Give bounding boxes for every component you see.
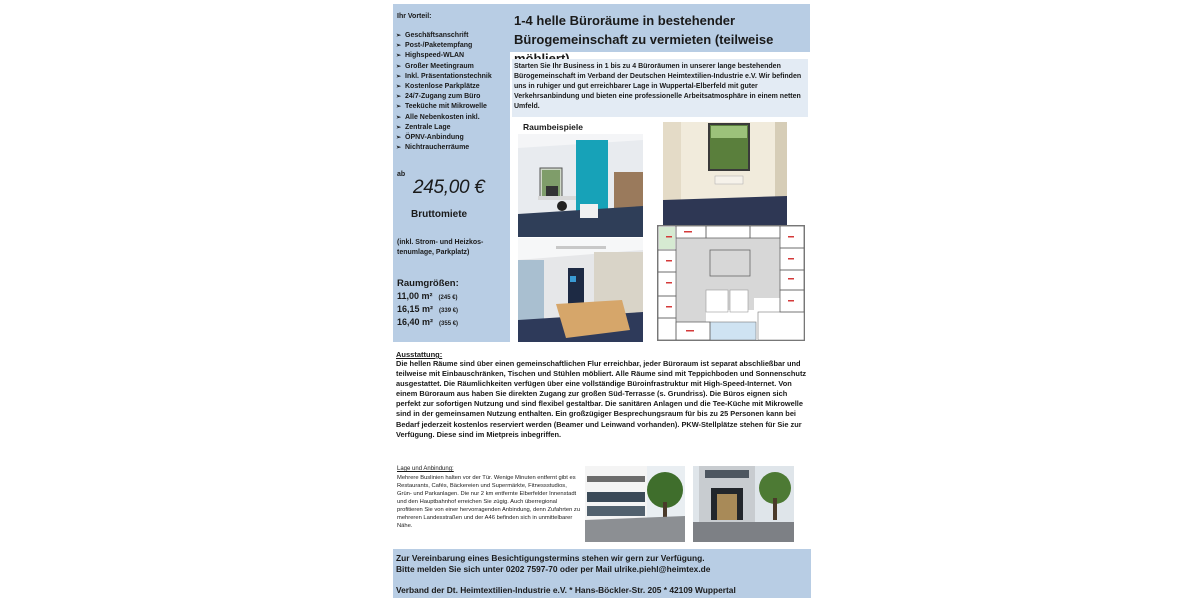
building-photo-1 — [585, 466, 685, 542]
bullet-arrow-icon: ➢ — [396, 94, 402, 101]
bullet-arrow-icon: ➢ — [396, 53, 402, 60]
room-size-row — [397, 304, 458, 317]
benefits-sidebar — [393, 4, 510, 342]
footer-address: Verband der Dt. Heimtextilien-Industrie e.V. * Hans-Böckler-Str. 205 * 42109 Wuppertal — [396, 585, 736, 595]
benefit-item — [396, 133, 492, 143]
bullet-arrow-icon: ➢ — [396, 145, 402, 152]
benefit-item — [396, 31, 492, 41]
intro-box — [512, 59, 808, 117]
intro-text: Starten Sie Ihr Business in 1 bis zu 4 Büroräumen in unserer lange bestehenden Bürogemeinschaft im Verband der Deutschen Heimtextilien-Industrie e.V. Wir befinden uns in ruhiger und gut erreichbarer Lage in Wuppertal-Elberfeld mit guter Verkehrsanbindung und bieten eine professionelle Arbeitsatmosphäre in einem netten Umfeld. — [514, 63, 802, 110]
price-value: 245,00 € — [413, 177, 485, 198]
benefit-label: Großer Meetingraum — [405, 62, 474, 70]
bullet-arrow-icon: ➢ — [396, 114, 402, 121]
benefit-item — [396, 51, 492, 61]
benefit-label: Alle Nebenkosten inkl. — [405, 113, 480, 121]
benefit-label: Geschäftsanschrift — [405, 32, 469, 39]
benefit-label: 24/7-Zugang zum Büro — [405, 93, 481, 101]
price-note: (inkl. Strom- und Heizkos-tenumlage, Parkplatz) — [397, 239, 484, 256]
benefit-item — [396, 41, 492, 51]
benefit-label: Inkl. Präsentationstechnik — [405, 72, 492, 80]
benefit-label: Post-/Paketempfang — [405, 42, 473, 50]
benefit-label: Teeküche mit Mikrowelle — [405, 103, 487, 111]
footer-appointment: Zur Vereinbarung eines Besichtigungstermins stehen wir gern zur Verfügung. — [396, 553, 705, 563]
room-size-row — [397, 317, 458, 330]
footer-contact[interactable]: Bitte melden Sie sich unter 0202 7597-70 oder per Mail ulrike.piehl@heimtex.de — [396, 564, 711, 574]
price-prefix: ab — [397, 171, 406, 178]
room-size-area: 16,15 m² — [397, 304, 434, 314]
benefit-label: ÖPNV-Anbindung — [405, 134, 464, 142]
benefit-item — [396, 62, 492, 72]
headline: 1-4 helle Büroräume in bestehender Bürogemeinschaft zu vermieten (teilweise — [514, 13, 774, 47]
headline-banner — [510, 4, 810, 52]
bullet-arrow-icon: ➢ — [396, 73, 402, 80]
bullet-arrow-icon: ➢ — [396, 43, 402, 50]
benefit-label: Highspeed-WLAN — [405, 52, 465, 60]
room-sizes-title: Raumgrößen: — [397, 278, 459, 289]
benefit-item — [396, 113, 492, 123]
benefit-label: Zentrale Lage — [405, 123, 451, 131]
room-examples-label: Raumbeispiele — [523, 122, 583, 132]
location-title: Lage und Anbindung: — [397, 466, 454, 472]
office-photo-3 — [518, 238, 643, 342]
benefit-item — [396, 123, 492, 133]
room-sizes-list — [397, 291, 458, 330]
benefit-item — [396, 72, 492, 82]
room-size-price: (245 €) — [438, 295, 458, 301]
bullet-arrow-icon: ➢ — [396, 84, 402, 91]
contact-footer — [393, 549, 811, 598]
flyer-document — [393, 4, 811, 598]
benefit-label: Nichtraucherräume — [405, 144, 470, 152]
room-size-row — [397, 291, 458, 304]
room-size-price: (355 €) — [439, 321, 459, 327]
benefit-label: Kostenlose Parkplätze — [405, 83, 480, 91]
bullet-arrow-icon: ➢ — [396, 135, 402, 142]
benefits-title: Ihr Vorteil: — [397, 13, 432, 20]
equipment-text: Die hellen Räume sind über einen gemeinschaftlichen Flur erreichbar, jeder Büroraum ist separat abschließbar und teilweise mit Einbauschränken, Tischen und Stühlen möbliert. Alle Räume sind mit Teppichboden und Sonnenschutz ausgestattet. Die Räumlichkeiten verfügen über eine vollständige Büroinfrastruktur mit High-Speed-Internet. Von einem Büroraum aus haben Sie direkten Zugang zur großen Süd-Terrasse (s. Grundriss). Die Büros eignen sich perfekt zur sofortigen Nutzung und sind flexibel gestaltbar. Die sanitären Anlagen und die Tee-Küche mit Mikrowelle sind in der gemeinsamen Nutzung enthalten. Ein großzügiger Besprechungsraum für bis zu 25 Personen kann bei Bedarf jederzeit kostenlos reserviert werden (Beamer und Leinwand vorhanden). PKW-Stellplätze stehen für Sie zur Verfügung. Diese sind im Mietpreis inbegriffen. — [396, 359, 807, 439]
floor-plan — [657, 225, 805, 341]
benefit-item — [396, 143, 492, 153]
benefit-item — [396, 82, 492, 92]
room-size-area: 16,40 m² — [397, 317, 434, 327]
equipment-title: Ausstattung: — [396, 350, 443, 359]
building-photo-2 — [693, 466, 794, 542]
office-photo-1 — [518, 134, 643, 237]
location-text: Mehrere Buslinien halten vor der Tür. Wenige Minuten entfernt gibt es Restaurants, Cafés, Bäckereien und Supermärkte, Fitnessstudios, Grün- und Parkanlagen. Die nur 2 km entfernte Elberfelder Innenstadt und den Hauptbahnhof erreichen Sie zügig. Auch überregional profitieren Sie von einer hervorragenden Anbindung, denn Zufahrten zu mehreren Landesstraßen und der A46 befinden sich in unmittelbarer Nähe. — [397, 475, 581, 530]
benefit-item — [396, 92, 492, 102]
room-size-area: 11,00 m² — [397, 291, 433, 301]
price-label: Bruttomiete — [411, 209, 468, 220]
bullet-arrow-icon: ➢ — [396, 33, 402, 39]
bullet-arrow-icon: ➢ — [396, 124, 402, 131]
office-photo-2 — [663, 122, 787, 226]
bullet-arrow-icon: ➢ — [396, 104, 402, 111]
benefit-item — [396, 102, 492, 112]
benefits-list — [396, 31, 492, 153]
bullet-arrow-icon: ➢ — [396, 63, 402, 70]
room-size-price: (339 €) — [439, 308, 459, 314]
